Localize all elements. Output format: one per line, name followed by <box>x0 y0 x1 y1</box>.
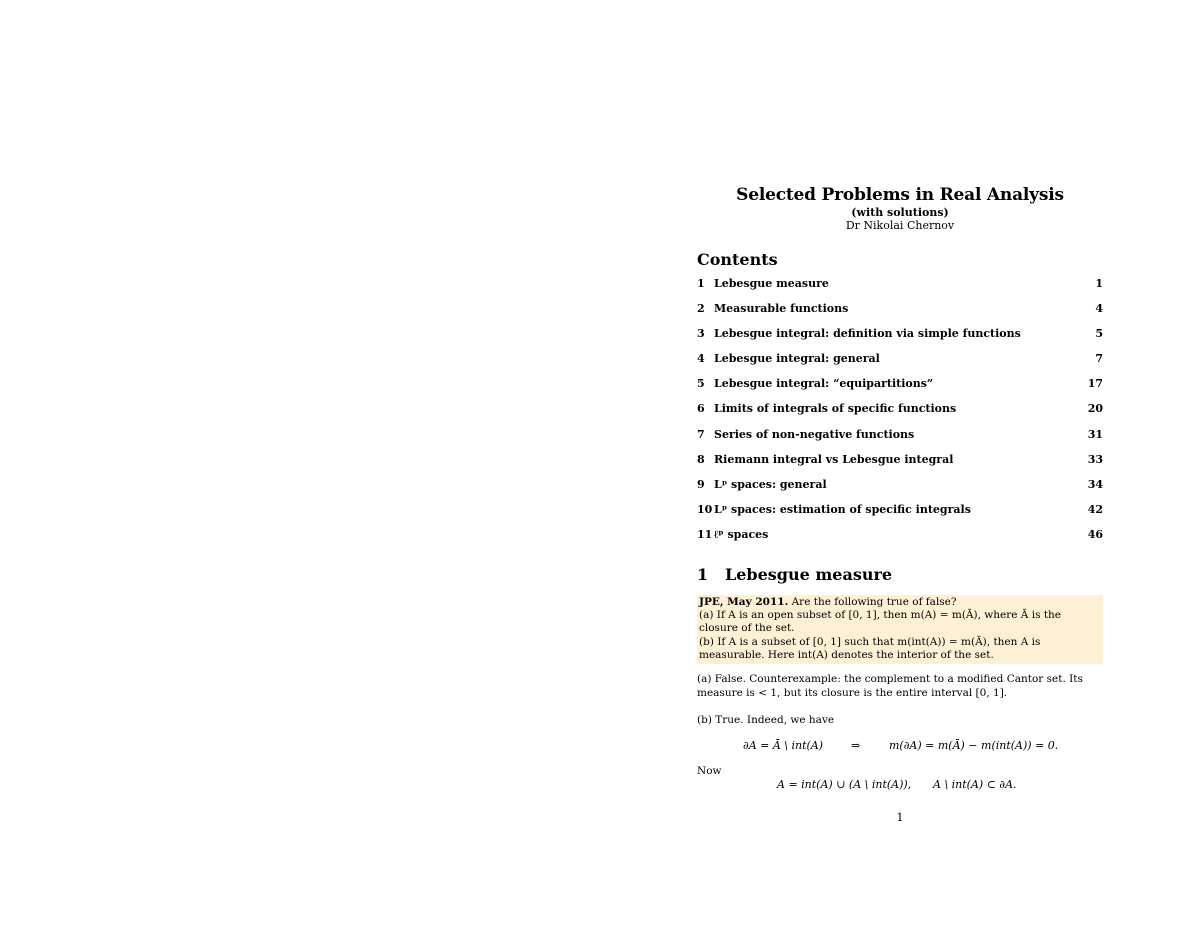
table-of-contents <box>697 277 1103 553</box>
document-subtitle: (with solutions) <box>851 206 949 219</box>
toc-entry-title: Lebesgue measure <box>714 277 829 290</box>
toc-entry-num: 10 <box>697 502 713 516</box>
title-block <box>697 184 1103 233</box>
equation-2-right: A \ int(A) ⊂ ∂A. <box>933 778 1017 791</box>
answer-a: (a) False. Counterexample: the complement to a modified Cantor set. Its measure is < 1, but its closure is the entire interval [0, 1]. <box>697 673 1083 699</box>
section-heading <box>697 565 892 584</box>
toc-entry-title: Limits of integrals of specific functions <box>714 402 957 416</box>
toc-entry-title: Lebesgue integral: “equipartitions” <box>714 377 934 391</box>
toc-entry-page: 42 <box>1087 502 1103 516</box>
problem-part-b: (b) If A is a subset of [0, 1] such that m(int(A)) = m(Ā), then A is measurable. Here int(A) denotes the interior of the set. <box>699 635 1041 661</box>
equation-1-arrow: ⇒ <box>851 739 861 752</box>
toc-entry-num: 5 <box>697 377 705 391</box>
toc-entry-title: Measurable functions <box>714 302 849 316</box>
toc-entry-num: 3 <box>697 327 705 341</box>
equation-1-right: m(∂A) = m(Ā) − m(int(A)) = 0. <box>889 739 1059 752</box>
problem-part-a: (a) If A is an open subset of [0, 1], then m(A) = m(Ā), where Ā is the closure of the set. <box>699 609 1062 635</box>
problem-question: Are the following true of false? <box>791 596 957 608</box>
toc-entry-page: 34 <box>1087 477 1103 491</box>
toc-entry-title: Lebesgue integral: general <box>714 352 880 366</box>
toc-entry[interactable] <box>697 352 1103 377</box>
problem-source: JPE, May 2011. <box>699 596 789 608</box>
toc-entry[interactable] <box>697 277 1103 302</box>
now-text: Now <box>697 765 722 777</box>
toc-entry-title: Series of non-negative functions <box>714 427 915 441</box>
toc-entry-num: 4 <box>697 352 705 366</box>
toc-entry-title: Riemann integral vs Lebesgue integral <box>714 452 954 466</box>
toc-entry-title: Lebesgue integral: definition via simple functions <box>714 327 1021 341</box>
toc-entry[interactable] <box>697 377 1103 402</box>
equation-1-left: ∂A = Ā \ int(A) <box>743 739 824 752</box>
section-title: Lebesgue measure <box>725 565 893 584</box>
toc-entry-num: 1 <box>697 277 705 290</box>
toc-entry-page: 31 <box>1087 427 1103 441</box>
toc-entry-title: Lᵖ spaces: estimation of specific integrals <box>714 502 971 516</box>
toc-entry-num: 8 <box>697 452 705 466</box>
toc-entry-title: ℓᵖ spaces <box>714 527 769 541</box>
toc-entry[interactable] <box>697 302 1103 327</box>
page-number: 1 <box>896 811 904 824</box>
toc-entry-num: 2 <box>697 302 705 316</box>
toc-entry-page: 20 <box>1087 402 1103 416</box>
toc-entry[interactable] <box>697 528 1103 553</box>
toc-entry-page: 17 <box>1087 377 1103 391</box>
equation-2-left: A = int(A) ∪ (A \ int(A)), <box>777 778 912 791</box>
problem-box <box>697 595 1103 664</box>
toc-entry[interactable] <box>697 402 1103 427</box>
toc-entry[interactable] <box>697 478 1103 503</box>
toc-entry-title: Lᵖ spaces: general <box>714 477 827 491</box>
toc-entry-num: 6 <box>697 402 705 416</box>
document-author: Dr Nikolai Chernov <box>845 219 955 232</box>
toc-entry[interactable] <box>697 327 1103 352</box>
toc-entry-num: 7 <box>697 427 705 441</box>
answer-b-intro: (b) True. Indeed, we have <box>697 714 835 726</box>
problem-statement <box>699 596 1101 609</box>
toc-entry[interactable] <box>697 503 1103 528</box>
toc-entry[interactable] <box>697 453 1103 478</box>
toc-entry-page: 4 <box>1095 302 1103 316</box>
document-page <box>697 0 1103 927</box>
toc-entry-num: 9 <box>697 477 705 491</box>
contents-heading: Contents <box>697 250 778 269</box>
toc-entry-page: 7 <box>1095 352 1103 366</box>
toc-entry-num: 11 <box>697 527 713 541</box>
section-number: 1 <box>697 565 709 584</box>
toc-entry-page: 46 <box>1087 527 1103 541</box>
toc-entry-page: 33 <box>1087 452 1103 466</box>
toc-entry-page: 5 <box>1095 327 1103 341</box>
toc-entry[interactable] <box>697 428 1103 453</box>
toc-entry-page: 1 <box>1095 277 1103 290</box>
document-title: Selected Problems in Real Analysis <box>736 185 1064 205</box>
